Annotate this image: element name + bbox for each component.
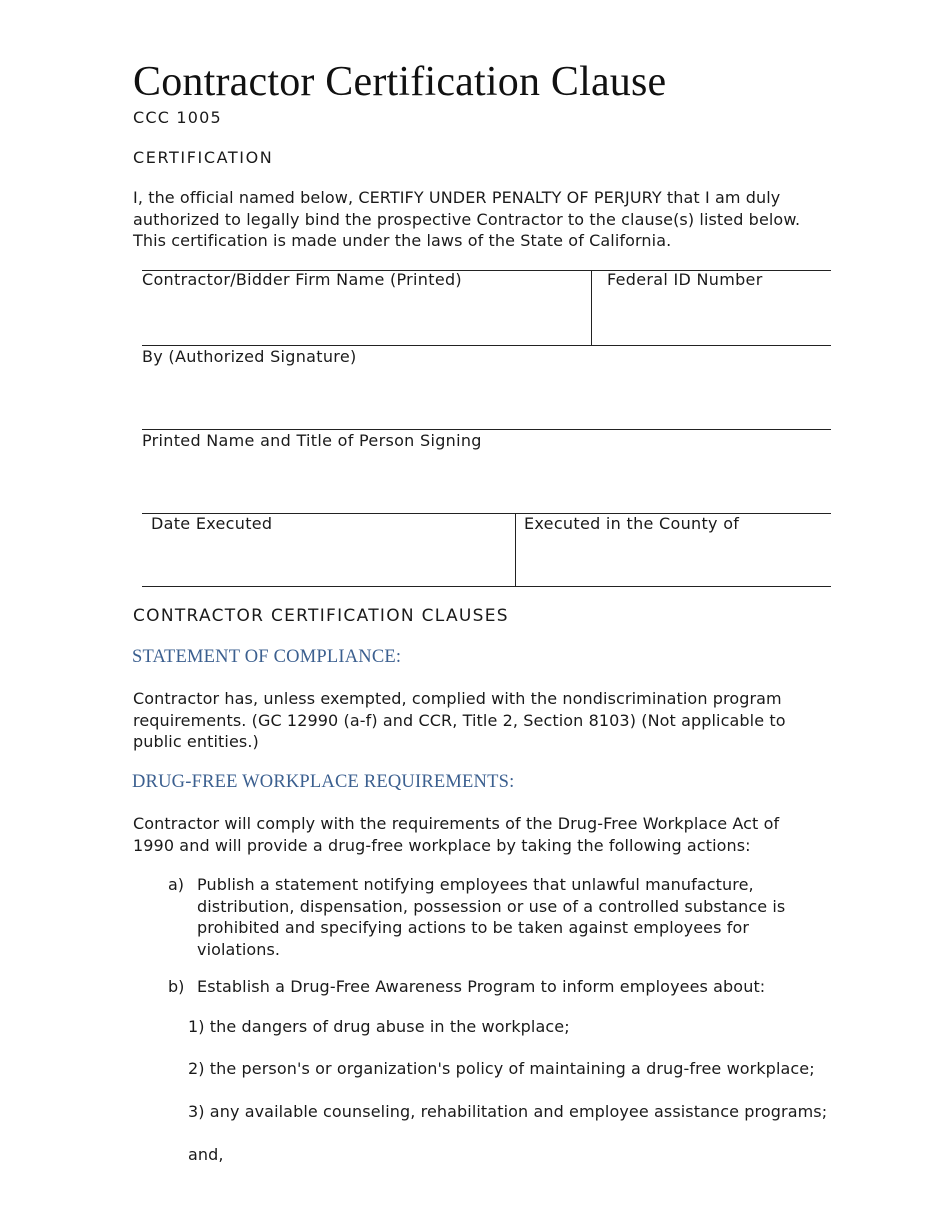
page-title: Contractor Certification Clause (133, 59, 667, 105)
certification-statement: I, the official named below, CERTIFY UNDER PENALTY OF PERJURY that I am duly authorized to legally bind the prospective Contractor to the clause(s) listed below. This certification is made under the laws of the State of California. (133, 188, 801, 250)
printed-name-field[interactable] (142, 430, 831, 513)
signature-field[interactable] (142, 346, 831, 429)
list-item: 2) the person's or organization's policy of maintaining a drug-free workplace; (188, 1059, 815, 1078)
date-executed-field[interactable] (142, 514, 515, 586)
list-item: 3) any available counseling, rehabilitation and employee assistance programs; (188, 1102, 828, 1121)
federal-id-field[interactable] (592, 270, 831, 345)
item-a-text: Publish a statement notifying employees that unlawful manufacture, distribution, dispensation, possession or use of a controlled substance is prohibited and specifying actions to be taken against employees for violations. (197, 875, 786, 959)
date-executed-label: Date Executed (151, 514, 273, 533)
form-number: CCC 1005 (133, 108, 222, 127)
list-item: 1) the dangers of drug abuse in the workplace; (188, 1017, 570, 1036)
clauses-heading: CONTRACTOR CERTIFICATION CLAUSES (133, 606, 509, 626)
certification-heading: CERTIFICATION (133, 148, 274, 167)
printed-name-label: Printed Name and Title of Person Signing (142, 431, 482, 450)
form-rule-bottom (142, 586, 831, 587)
item-b-marker: b) (168, 977, 185, 996)
item-a-marker: a) (168, 875, 185, 894)
list-item: and, (188, 1145, 224, 1164)
compliance-heading: STATEMENT OF COMPLIANCE: (132, 647, 402, 667)
county-field[interactable] (516, 514, 831, 586)
federal-id-label: Federal ID Number (607, 270, 763, 289)
firm-name-label: Contractor/Bidder Firm Name (Printed) (142, 270, 462, 289)
drug-free-heading: DRUG-FREE WORKPLACE REQUIREMENTS: (132, 772, 515, 792)
drug-free-intro: Contractor will comply with the requirements of the Drug-Free Workplace Act of 1990 and will provide a drug-free workplace by taking the following actions: (133, 814, 780, 855)
compliance-text: Contractor has, unless exempted, complied with the nondiscrimination program requirements. (GC 12990 (a-f) and CCR, Title 2, Section 8103) (Not applicable to public entities.) (133, 689, 786, 751)
firm-name-field[interactable] (142, 270, 591, 345)
signature-label: By (Authorized Signature) (142, 347, 357, 366)
county-label: Executed in the County of (524, 514, 740, 533)
item-b-text: Establish a Drug-Free Awareness Program to inform employees about: (197, 977, 766, 996)
